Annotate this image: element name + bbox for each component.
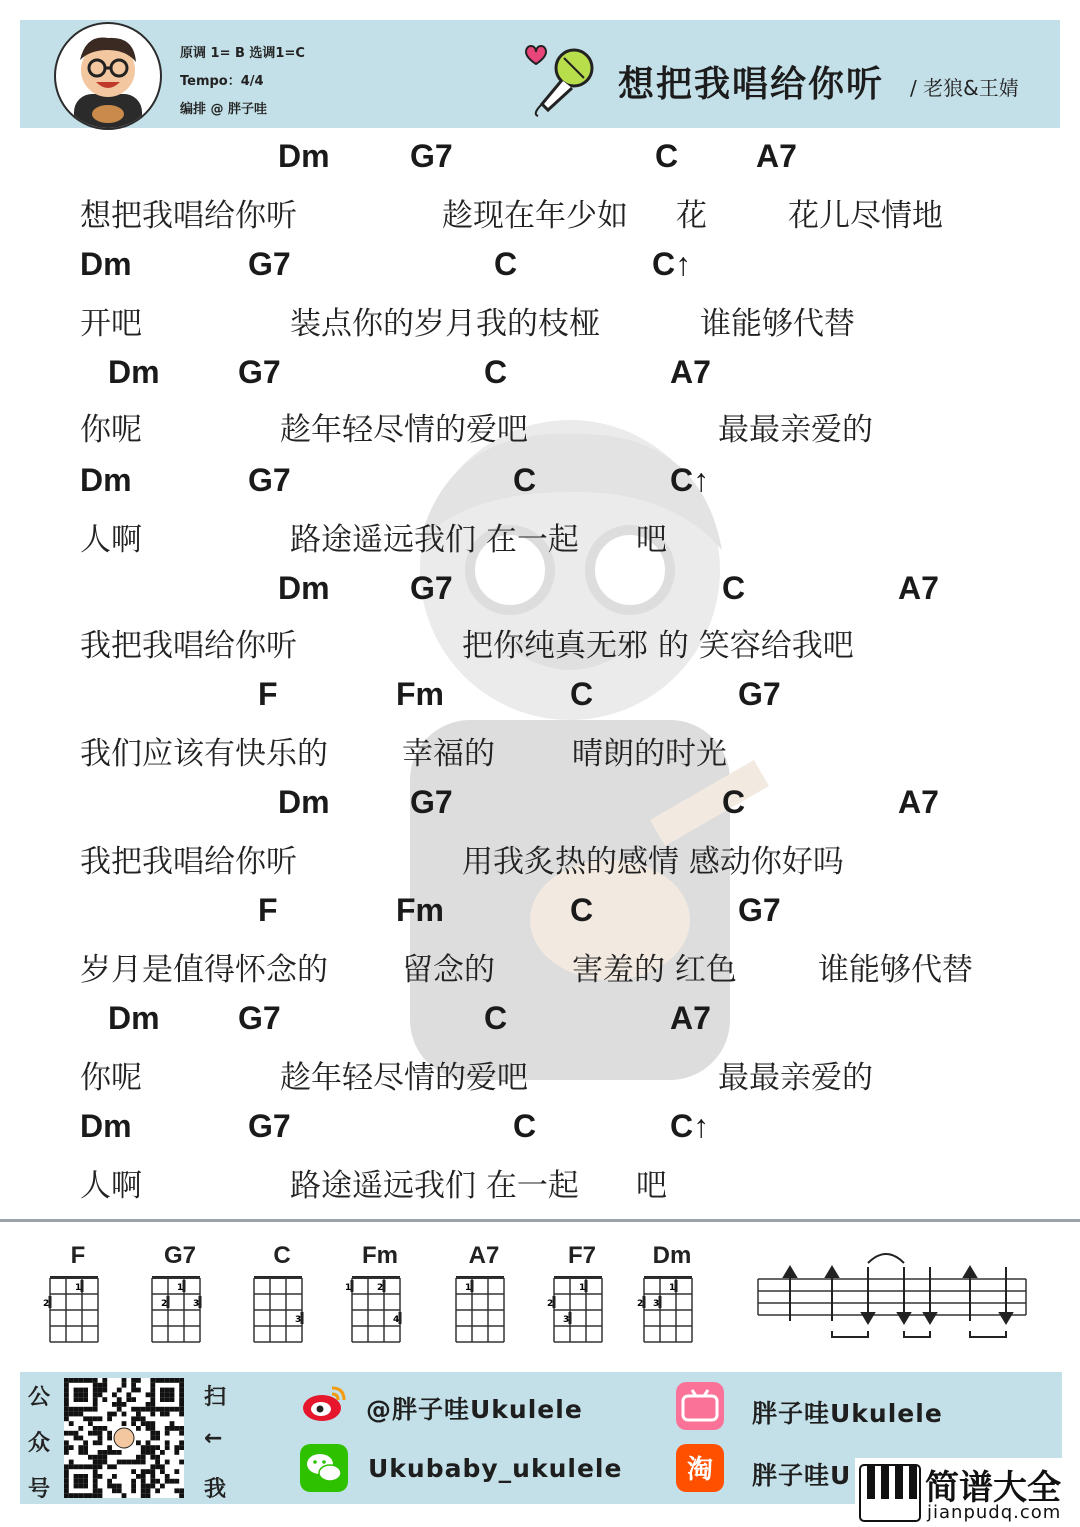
- chord-label: C: [494, 246, 518, 282]
- chord-label: C: [570, 676, 594, 712]
- chord-label: Dm: [80, 462, 132, 498]
- finger-number: 2: [43, 1299, 50, 1309]
- finger-number: 2: [377, 1283, 384, 1293]
- chord-diagram-name: Dm: [652, 1242, 692, 1269]
- lyric-line: 花儿尽情地: [788, 198, 943, 234]
- lyric-line: 我把我唱给你听: [80, 628, 297, 664]
- weibo-handle[interactable]: @胖子哇Ukulele: [366, 1395, 583, 1424]
- wechat-handle[interactable]: Ukubaby_ukulele: [368, 1454, 623, 1483]
- lyric-line: 岁月是值得怀念的: [80, 952, 328, 988]
- finger-number: 2: [547, 1299, 554, 1309]
- chord-label: C↑: [652, 246, 692, 282]
- finger-number: 1: [177, 1283, 184, 1293]
- finger-number: 1: [579, 1283, 586, 1293]
- lyric-line: 趁现在年少如: [442, 198, 628, 234]
- chord-diagram-c: [242, 1242, 322, 1352]
- piano-keys-icon: [859, 1464, 921, 1522]
- lyric-line: 你呢: [80, 412, 142, 448]
- svg-text:淘: 淘: [686, 1455, 714, 1485]
- chord-label: Fm: [396, 676, 444, 712]
- chord-label: G7: [410, 138, 453, 174]
- lyric-line: 你呢: [80, 1060, 142, 1096]
- site-name: 简谱大全: [925, 1468, 1061, 1508]
- chord-grid: [242, 1274, 322, 1350]
- artist: / 老狼&王婧: [910, 76, 1019, 100]
- finger-number: 4: [393, 1315, 400, 1325]
- chord-label: Dm: [278, 784, 330, 820]
- microphone-heart-icon: [518, 34, 602, 118]
- chord-label: C↑: [670, 462, 710, 498]
- chord-label: G7: [238, 1000, 281, 1036]
- chord-label: Dm: [80, 1108, 132, 1144]
- chord-label: Dm: [278, 570, 330, 606]
- chord-grid: [38, 1274, 118, 1350]
- tempo: Tempo：4/4: [180, 74, 264, 89]
- lyric-line: 想把我唱给你听: [80, 198, 297, 234]
- chord-label: C: [722, 570, 746, 606]
- finger-number: 2: [161, 1299, 168, 1309]
- lyric-line: 吧: [636, 522, 667, 558]
- gzh-char: 公: [28, 1385, 51, 1410]
- chord-label: G7: [410, 784, 453, 820]
- lyric-line: 留念的: [402, 952, 495, 988]
- gzh-char: 众: [28, 1431, 51, 1456]
- bilibili-handle[interactable]: 胖子哇Ukulele: [752, 1399, 943, 1428]
- chord-grid: [340, 1274, 420, 1350]
- chord-label: G7: [738, 676, 781, 712]
- chord-label: F: [258, 676, 278, 712]
- arranger: 编排 @ 胖子哇: [180, 102, 268, 117]
- site-logo[interactable]: [855, 1458, 1080, 1527]
- chord-diagram-g7: [140, 1242, 220, 1352]
- lyric-line: 把你纯真无邪 的 笑容给我吧: [462, 628, 854, 664]
- lyric-line: 最最亲爱的: [718, 1060, 873, 1096]
- chord-label: C↑: [670, 1108, 710, 1144]
- lyric-line: 装点你的岁月我的枝桠: [290, 306, 600, 342]
- finger-number: 2: [637, 1299, 644, 1309]
- lyric-line: 路途遥远我们 在一起: [290, 1168, 579, 1204]
- lyric-line: 人啊: [80, 522, 142, 558]
- taobao-icon[interactable]: [676, 1444, 724, 1492]
- weibo-icon[interactable]: [300, 1378, 348, 1426]
- chord-label: C: [722, 784, 746, 820]
- lyric-line: 开吧: [80, 306, 142, 342]
- qr-code[interactable]: [64, 1378, 184, 1498]
- chord-label: A7: [670, 354, 711, 390]
- lyric-line: 谁能够代替: [818, 952, 973, 988]
- lyric-line: 幸福的: [402, 736, 495, 772]
- chord-diagram-name: F7: [567, 1242, 596, 1269]
- lyric-line: 花: [676, 198, 707, 234]
- chord-label: Dm: [108, 1000, 160, 1036]
- chord-label: G7: [248, 1108, 291, 1144]
- chord-diagram-name: F: [70, 1242, 86, 1269]
- chord-grid: [140, 1274, 220, 1350]
- chord-label: C: [513, 1108, 537, 1144]
- chord-label: F: [258, 892, 278, 928]
- lyric-line: 人啊: [80, 1168, 142, 1204]
- finger-number: 3: [193, 1299, 200, 1309]
- finger-number: 1: [465, 1283, 472, 1293]
- chord-label: G7: [248, 462, 291, 498]
- lyric-line: 吧: [636, 1168, 667, 1204]
- chord-label: C: [513, 462, 537, 498]
- chord-diagram-name: C: [273, 1242, 291, 1269]
- chord-diagram-dm: [632, 1242, 712, 1352]
- chord-label: Dm: [108, 354, 160, 390]
- chord-label: G7: [238, 354, 281, 390]
- chord-diagram-fm: [340, 1242, 420, 1352]
- lyric-line: 趁年轻尽情的爱吧: [280, 412, 528, 448]
- scan-char: ←: [204, 1426, 223, 1451]
- scan-char: 我: [204, 1477, 227, 1502]
- chord-diagram-f: [38, 1242, 118, 1352]
- scan-char: 扫: [204, 1385, 227, 1410]
- chord-label: A7: [898, 784, 939, 820]
- finger-number: 1: [669, 1283, 676, 1293]
- chord-label: C: [484, 354, 508, 390]
- chord-label: C: [570, 892, 594, 928]
- chord-label: G7: [738, 892, 781, 928]
- original-key: 原调 1= B 选调1=C: [180, 46, 305, 61]
- chord-label: C: [655, 138, 679, 174]
- lyric-line: 最最亲爱的: [718, 412, 873, 448]
- lyric-line: 我把我唱给你听: [80, 844, 297, 880]
- site-url: jianpudq.com: [927, 1502, 1062, 1523]
- lyric-line: 用我炙热的感情 感动你好吗: [462, 844, 844, 880]
- avatar: [54, 22, 162, 130]
- finger-number: 3: [653, 1299, 660, 1309]
- header-banner: [20, 20, 1060, 128]
- chord-diagram-name: G7: [163, 1242, 196, 1269]
- chord-label: A7: [670, 1000, 711, 1036]
- chord-diagram-a7: [444, 1242, 524, 1352]
- chord-label: Dm: [80, 246, 132, 282]
- lyric-line: 趁年轻尽情的爱吧: [280, 1060, 528, 1096]
- chord-grid: [444, 1274, 524, 1350]
- chord-grid: [632, 1274, 712, 1350]
- finger-number: 3: [295, 1315, 302, 1325]
- lyric-line: 我们应该有快乐的: [80, 736, 328, 772]
- chord-label: C: [484, 1000, 508, 1036]
- finger-number: 1: [345, 1283, 352, 1293]
- chord-label: Fm: [396, 892, 444, 928]
- song-title: 想把我唱给你听: [618, 64, 885, 105]
- chord-label: A7: [898, 570, 939, 606]
- lyric-line: 害羞的 红色: [572, 952, 737, 988]
- finger-number: 3: [563, 1315, 570, 1325]
- chord-label: G7: [410, 570, 453, 606]
- chord-diagram-f7: [542, 1242, 622, 1352]
- chord-label: Dm: [278, 138, 330, 174]
- lyric-line: 晴朗的时光: [572, 736, 727, 772]
- chord-grid: [542, 1274, 622, 1350]
- taobao-handle[interactable]: 胖子哇U: [752, 1461, 852, 1490]
- gzh-char: 号: [28, 1477, 51, 1502]
- lyric-line: 谁能够代替: [700, 306, 855, 342]
- chord-label: A7: [756, 138, 797, 174]
- chord-diagram-name: Fm: [362, 1242, 398, 1269]
- chord-diagram-name: A7: [468, 1242, 500, 1269]
- section-divider: [0, 1219, 1080, 1222]
- bilibili-icon[interactable]: [676, 1382, 724, 1430]
- finger-number: 1: [75, 1283, 82, 1293]
- chord-label: G7: [248, 246, 291, 282]
- wechat-icon[interactable]: [300, 1444, 348, 1492]
- strum-pattern-icon: [752, 1245, 1032, 1345]
- lyric-line: 路途遥远我们 在一起: [290, 522, 579, 558]
